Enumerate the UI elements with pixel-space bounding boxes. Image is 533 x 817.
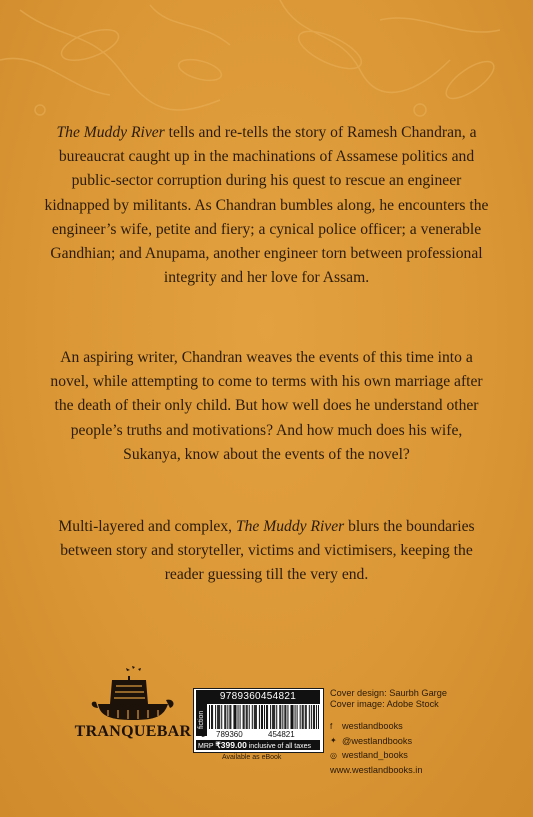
barcode-bar xyxy=(282,705,283,729)
social-instagram xyxy=(330,748,422,763)
barcode-bar xyxy=(300,705,301,729)
genre-label: fiction xyxy=(196,704,207,736)
barcode-bar xyxy=(240,705,241,729)
barcode-bar xyxy=(254,705,255,729)
barcode-bar xyxy=(218,705,219,729)
barcode-bar xyxy=(247,705,248,729)
barcode-bar xyxy=(252,705,253,729)
barcode-bar xyxy=(287,705,288,729)
barcode-bar xyxy=(303,705,304,729)
mrp-label: MRP xyxy=(198,743,214,750)
barcode-bar xyxy=(256,705,257,729)
barcode-bar xyxy=(302,705,303,729)
barcode-bar xyxy=(314,705,315,729)
ship-icon xyxy=(78,662,188,762)
barcode-bar xyxy=(295,705,296,729)
barcode-bar xyxy=(238,705,239,729)
blurb-text: blurs the boundaries between story and storyteller, victims and victimisers, keeping the reader guessing till the very end. xyxy=(60,518,475,584)
barcode-bar xyxy=(259,705,260,729)
cover-credits xyxy=(330,688,447,709)
barcode-bar xyxy=(273,705,274,729)
blurb-paragraph-3 xyxy=(40,515,493,588)
barcode-bar xyxy=(285,705,286,729)
instagram-icon: ◎ xyxy=(330,750,337,760)
website-url: www.westlandbooks.in xyxy=(330,764,423,775)
barcode-bar xyxy=(224,705,225,729)
barcode-bar xyxy=(311,705,312,729)
barcode-bar xyxy=(211,705,212,729)
book-title-italic: The Muddy River xyxy=(235,518,345,535)
barcode-bar xyxy=(274,705,275,729)
barcode-bar xyxy=(235,705,236,729)
barcode xyxy=(209,705,319,729)
twitter-icon: ✦ xyxy=(330,736,337,746)
barcode-bar xyxy=(267,705,268,729)
website-link xyxy=(330,763,422,778)
barcode-bar xyxy=(244,705,245,729)
barcode-bar xyxy=(243,705,244,729)
barcode-bar xyxy=(255,705,256,729)
barcode-bar xyxy=(264,705,265,729)
barcode-bar xyxy=(318,705,319,729)
barcode-bar xyxy=(305,705,306,729)
barcode-digits-left: 789360 xyxy=(216,730,243,739)
price: ₹399.00 xyxy=(215,740,247,750)
cover-image-credit: Cover image: Adobe Stock xyxy=(330,698,439,709)
decorative-leaf-pattern xyxy=(0,0,533,140)
barcode-digits-right: 454821 xyxy=(268,730,295,739)
barcode-bar xyxy=(293,705,294,729)
price-strip xyxy=(196,740,320,750)
blurb-paragraph-2: An aspiring writer, Chandran weaves the events of this time into a novel, while attempting to come to terms with his own marriage after the death of their only child. But how well does he understand other people’s truths and motivations? And how much does his wife, Sukanya, know about the events of the novel? xyxy=(50,349,483,463)
barcode-bar xyxy=(272,705,273,729)
barcode-bar xyxy=(212,705,213,729)
cover-design-credit: Cover design: Saurbh Garge xyxy=(330,688,447,698)
isbn-number: 9789360454821 xyxy=(196,690,320,704)
social-facebook xyxy=(330,719,422,734)
social-handle: @westlandbooks xyxy=(342,735,413,746)
barcode-bar xyxy=(270,705,271,729)
barcode-bar xyxy=(316,705,317,729)
tax-note: inclusive of all taxes xyxy=(248,743,312,750)
barcode-bar xyxy=(229,705,230,729)
barcode-bar xyxy=(225,705,226,729)
facebook-icon: f xyxy=(330,721,333,731)
social-handle: westland_books xyxy=(342,750,408,761)
barcode-bar xyxy=(209,705,210,729)
barcode-bar xyxy=(221,705,222,729)
barcode-bar xyxy=(313,705,314,729)
book-title-italic: The Muddy River xyxy=(56,124,165,141)
barcode-bar xyxy=(309,705,310,729)
barcode-bar xyxy=(227,705,228,729)
barcode-bar xyxy=(279,705,280,729)
barcode-bar xyxy=(217,705,218,729)
publisher-name: TRANQUEBAR xyxy=(74,723,192,740)
barcode-bar xyxy=(233,705,234,729)
barcode-bar xyxy=(215,705,216,729)
barcode-bar xyxy=(246,705,247,729)
barcode-bar xyxy=(276,705,277,729)
social-twitter xyxy=(330,734,422,749)
blurb-text: tells and re-tells the story of Ramesh Chandran, a bureaucrat caught up in the machinations of Assamese politics and public-sector corruption during his quest to rescue an engineer kidnapped by militants. As Chandran bumbles along, he encounters the engineer’s wife, petite and fiery; a cynical police officer; a venerable Gandhian; and Anupama, another engineer torn between professional integrity and her love for Assam. xyxy=(44,124,489,287)
barcode-bar xyxy=(306,705,307,729)
barcode-bar xyxy=(284,705,285,729)
blurb-text: Multi-layered and complex, xyxy=(58,518,236,535)
barcode-bar xyxy=(230,705,231,729)
social-handle: westlandbooks xyxy=(342,721,403,732)
barcode-bar xyxy=(292,705,293,729)
barcode-bar xyxy=(280,705,281,729)
barcode-bar xyxy=(261,705,262,729)
ebook-note: Available as eBook xyxy=(222,754,282,761)
barcode-bar xyxy=(297,705,298,729)
social-links xyxy=(330,719,422,777)
barcode-bar xyxy=(290,705,291,729)
blurb-paragraph-1 xyxy=(40,121,493,290)
barcode-bar xyxy=(219,705,220,729)
barcode-bar xyxy=(234,705,235,729)
barcode-digit-first: 9 xyxy=(201,730,206,739)
barcode-bar xyxy=(249,705,250,729)
barcode-bar xyxy=(262,705,263,729)
barcode-bar xyxy=(266,705,267,729)
